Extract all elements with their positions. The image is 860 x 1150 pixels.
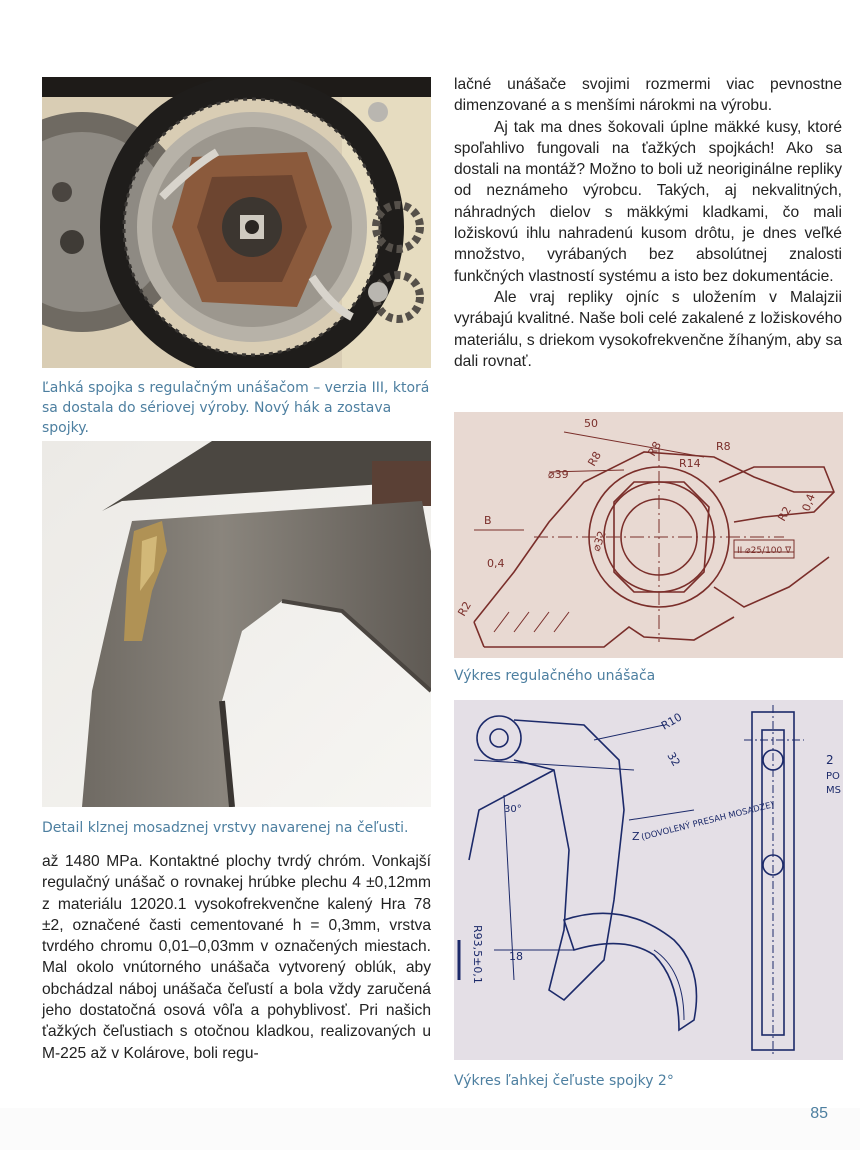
regulator-drawing bbox=[454, 412, 843, 658]
drawing1-label-r2a: R2 bbox=[455, 599, 474, 619]
drawing2-label-po: PO bbox=[826, 771, 840, 782]
drawing2-label-r93: R93,5±0,1 bbox=[471, 925, 484, 984]
page-number: 85 bbox=[810, 1105, 828, 1122]
drawing1-tolerance-label: II ⌀25/100 ∇ bbox=[737, 546, 792, 556]
drawing2-label-z: Z bbox=[632, 830, 640, 843]
drawing1-label-r8a: R8 bbox=[585, 449, 604, 469]
right-column-text bbox=[454, 74, 842, 372]
drawing1-caption: Výkres regulačného unášača bbox=[454, 668, 656, 684]
drawing2-note: (DOVOLENÝ PRESAH MOSADZE) bbox=[640, 800, 776, 843]
right-paragraph-1: lačné unášače svojimi rozmermi viac pevnostne dimenzované a s menšími nárokmi na výrobu. bbox=[454, 76, 842, 115]
page-footer-strip bbox=[0, 1108, 860, 1150]
clutch-jaw-drawing bbox=[454, 700, 843, 1060]
brass-layer-photo bbox=[42, 441, 431, 807]
drawing1-label-r8b: R8 bbox=[645, 439, 664, 459]
right-paragraph-2: Aj tak ma dnes šokovali úplne mäkké kusy, ktoré spoľahlivo fungovali na ťažkých spojkách! Ako sa dostali na montáž? Možno to boli už neoriginálne repliky od neznámeho výrobcu. Takých, aj nekvalitných, náhradných dielov s mäkkými kladkami, čo mali ložiskovú ihlu nahradenú kusom drôtu, je dnes veľké množstvo, vyrábaných bez absolútnej znalosti funkčných vlastností systému a isto bez dokumentácie. bbox=[454, 118, 842, 285]
drawing1-label-d39: ⌀39 bbox=[548, 468, 569, 481]
clutch-caption: Ľahká spojka s regulačným unášačom – verzia III, ktorá sa dostala do sériovej výroby. Nový hák a zostava spojky. bbox=[42, 380, 430, 436]
left-paragraph: až 1480 MPa. Kontaktné plochy tvrdý chróm. Vonkajší regulačný unášač o rovnakej hrúbke plechu 4 ±0,12mm z materiálu 12020.1 vysokofrekvenčne kalený Hra 78 ±2, označené časti cementované h = 0,3mm, vrstva tvrdého chromu 0,01–0,03mm v označených miestach. Mal okolo vnútorného unášača vytvorený oblúk, aby obchádzal náboj unášača čeľustí a bola vždy zaručená jeho dostatočná osová vôľa a pohyblivosť. Pri našich ťažkých čeľustiach s otočnou kladkou, realizovaných u M-225 až v Kolárove, boli regu- bbox=[42, 853, 431, 1062]
drawing2-caption: Výkres ľahkej čeľuste spojky 2° bbox=[454, 1073, 674, 1089]
drawing1-label-r14: R14 bbox=[679, 457, 701, 470]
right-paragraph-3: Ale vraj repliky ojníc s uložením v Malajzii vyrábajú kvalitné. Naše boli celé zakalené z ložiskového materiálu, s driekom vysokofrekvenčne žíhaným, aby sa dali rovnať. bbox=[454, 288, 842, 370]
left-column-text bbox=[42, 851, 431, 1064]
drawing2-label-2: 2 bbox=[826, 753, 834, 767]
drawing1-label-d32: ⌀32 bbox=[589, 529, 609, 554]
drawing1-label-d4b: 0,4 bbox=[799, 492, 818, 514]
drawing2-label-32: 32 bbox=[664, 750, 683, 769]
drawing1-label-50: 50 bbox=[584, 417, 598, 430]
drawing2-label-18: 18 bbox=[509, 950, 523, 963]
drawing1-label-d4a: 0,4 bbox=[487, 557, 505, 570]
clutch-photo bbox=[42, 77, 431, 368]
drawing2-label-30deg: 30° bbox=[504, 804, 522, 815]
drawing1-label-r2b: R2 bbox=[775, 504, 794, 524]
drawing1-label-r8c: R8 bbox=[716, 440, 731, 453]
drawing1-label-b: B bbox=[484, 514, 492, 527]
brass-caption: Detail klznej mosadznej vrstvy navarenej na čeľusti. bbox=[42, 820, 409, 836]
drawing2-label-r10: R10 bbox=[659, 710, 685, 733]
drawing2-label-ms: MS bbox=[826, 785, 841, 796]
